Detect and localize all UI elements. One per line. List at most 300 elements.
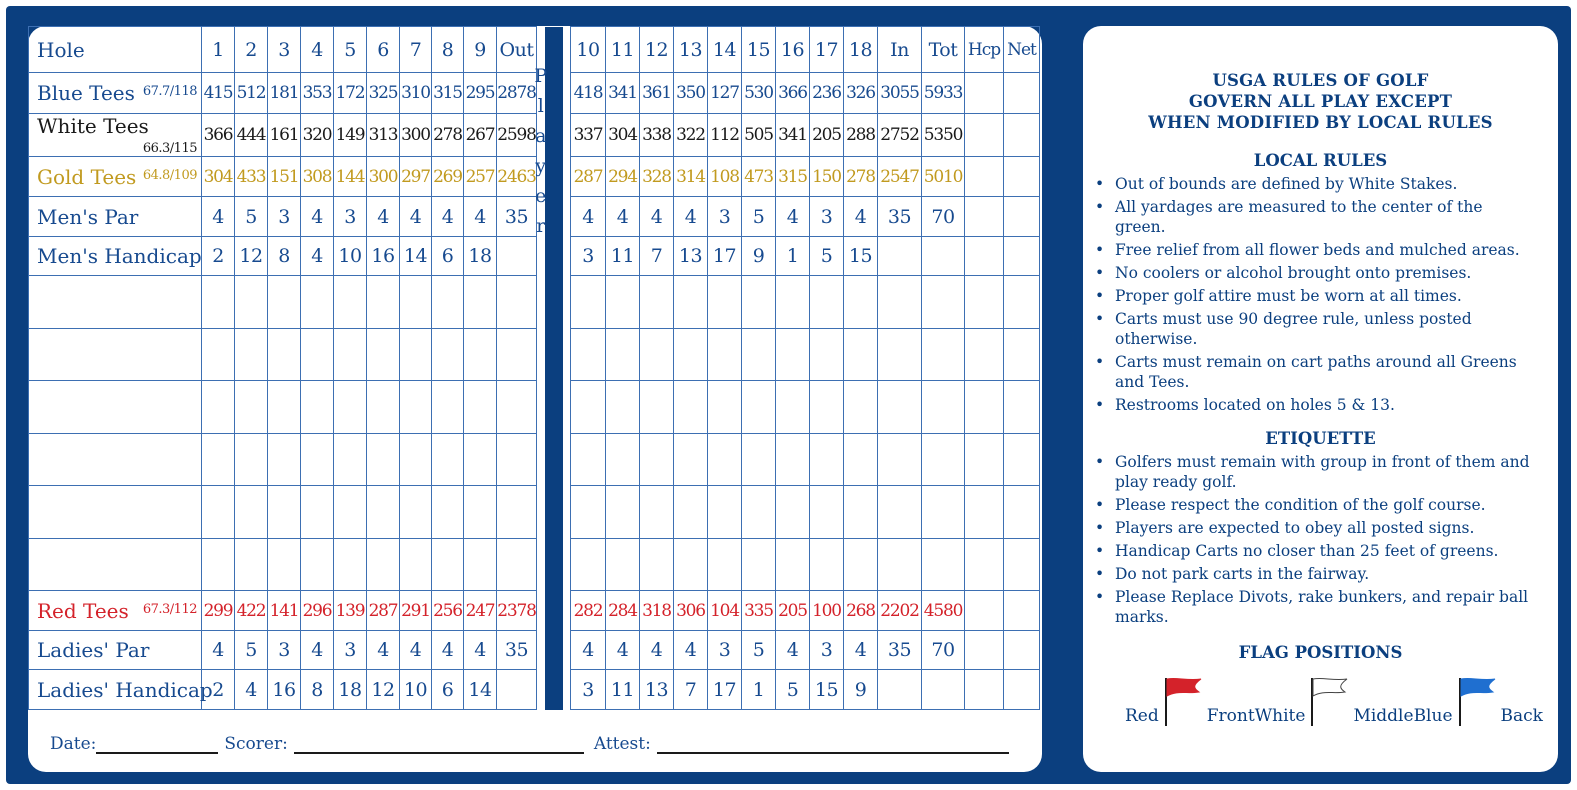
score-cell[interactable] (674, 276, 708, 329)
score-cell[interactable] (571, 486, 606, 539)
score-cell[interactable] (640, 539, 674, 591)
score-cell[interactable] (235, 329, 268, 381)
score-cell[interactable] (497, 539, 537, 591)
score-cell: 35 (878, 631, 922, 670)
score-cell: 284 (606, 591, 640, 631)
row-label (29, 631, 202, 670)
score-cell: 4 (464, 631, 497, 670)
score-cell[interactable] (301, 434, 334, 486)
score-cell: 308 (301, 157, 334, 197)
score-cell[interactable] (844, 486, 878, 539)
tee-row (29, 114, 1040, 157)
attest-label: Attest: (593, 734, 651, 754)
score-cell[interactable] (674, 434, 708, 486)
score-cell: 4 (640, 197, 674, 237)
score-cell: 205 (776, 591, 810, 631)
score-cell[interactable] (432, 539, 464, 591)
score-cell: 304 (202, 157, 235, 197)
row-label[interactable] (29, 381, 202, 434)
score-cell[interactable] (878, 486, 922, 539)
score-cell[interactable] (400, 381, 432, 434)
score-cell[interactable] (674, 539, 708, 591)
score-cell: 2547 (878, 157, 922, 197)
header-cell: 5 (334, 27, 367, 73)
score-cell[interactable] (965, 114, 1004, 157)
score-cell[interactable] (742, 539, 776, 591)
rule-item: • Restrooms located on holes 5 & 13. (1095, 395, 1538, 415)
score-cell[interactable] (776, 329, 810, 381)
score-cell[interactable] (400, 539, 432, 591)
header-cell: 2 (235, 27, 268, 73)
score-cell[interactable] (497, 329, 537, 381)
score-cell[interactable] (367, 486, 400, 539)
score-cell: 313 (367, 114, 400, 157)
score-cell[interactable] (202, 381, 235, 434)
row-label (29, 157, 202, 197)
score-cell[interactable] (268, 276, 301, 329)
score-cell: 4 (432, 631, 464, 670)
scorer-field[interactable] (294, 736, 584, 754)
flag-positions-title: FLAG POSITIONS (1238, 643, 1403, 662)
score-cell[interactable] (432, 486, 464, 539)
score-cell[interactable] (400, 329, 432, 381)
score-cell[interactable] (202, 486, 235, 539)
score-cell[interactable] (708, 486, 742, 539)
score-cell: 322 (674, 114, 708, 157)
score-cell: 318 (640, 591, 674, 631)
score-cell: 3 (708, 197, 742, 237)
score-cell[interactable] (1004, 539, 1040, 591)
score-cell[interactable] (268, 329, 301, 381)
score-cell[interactable] (844, 276, 878, 329)
score-cell[interactable] (810, 539, 844, 591)
score-cell[interactable] (922, 434, 965, 486)
etiquette-title: ETIQUETTE (1265, 429, 1376, 448)
row-label-text: Men's Par (37, 204, 139, 229)
score-cell (878, 237, 922, 276)
flag-icon (1163, 676, 1203, 726)
header-cell: Net (1004, 27, 1040, 73)
score-cell[interactable] (367, 329, 400, 381)
score-cell: 2598 (497, 114, 537, 157)
score-cell[interactable] (202, 329, 235, 381)
score-cell: 5933 (922, 73, 965, 114)
score-cell[interactable] (432, 381, 464, 434)
rules-panel (1083, 26, 1558, 772)
flag-position (1125, 676, 1255, 726)
scorecard-frame (6, 6, 1571, 784)
score-cell: 282 (571, 591, 606, 631)
score-cell: 4 (606, 197, 640, 237)
score-cell[interactable] (708, 434, 742, 486)
score-cell: 4 (432, 197, 464, 237)
score-cell[interactable] (606, 329, 640, 381)
score-cell[interactable] (497, 381, 537, 434)
etiquette-list (1083, 452, 1558, 627)
score-cell[interactable] (268, 486, 301, 539)
score-cell[interactable] (301, 329, 334, 381)
player-score-row (29, 276, 1040, 329)
score-cell[interactable] (334, 486, 367, 539)
score-cell: 127 (708, 73, 742, 114)
rule-item: • Players are expected to obey all posted signs. (1095, 518, 1538, 538)
score-cell[interactable] (810, 329, 844, 381)
score-cell: 139 (334, 591, 367, 631)
score-cell[interactable] (742, 276, 776, 329)
score-cell (497, 237, 537, 276)
score-cell[interactable] (1004, 157, 1040, 197)
score-cell[interactable] (640, 329, 674, 381)
player-letter: r (536, 214, 546, 237)
score-cell: 9 (844, 670, 878, 710)
score-cell[interactable] (1004, 329, 1040, 381)
score-cell[interactable] (464, 434, 497, 486)
score-cell[interactable] (674, 381, 708, 434)
score-cell: 70 (922, 197, 965, 237)
score-cell: 1 (776, 237, 810, 276)
score-cell[interactable] (497, 434, 537, 486)
rule-item: • Free relief from all flower beds and mulched areas. (1095, 240, 1538, 260)
score-cell[interactable] (202, 539, 235, 591)
score-cell[interactable] (571, 381, 606, 434)
score-cell: 294 (606, 157, 640, 197)
score-cell[interactable] (965, 73, 1004, 114)
score-cell: 18 (334, 670, 367, 710)
date-field[interactable] (96, 736, 218, 754)
score-cell[interactable] (965, 670, 1004, 710)
score-cell: 3 (268, 197, 301, 237)
player-label (534, 27, 548, 710)
flag-color-label: Red (1125, 706, 1159, 726)
score-cell: 8 (301, 670, 334, 710)
score-cell: 13 (674, 237, 708, 276)
course-rating: 64.8/109 (142, 167, 197, 183)
score-cell[interactable] (606, 434, 640, 486)
score-cell[interactable] (922, 381, 965, 434)
score-cell: 299 (202, 591, 235, 631)
rules-title (1083, 70, 1558, 133)
score-cell[interactable] (965, 157, 1004, 197)
score-cell[interactable] (464, 381, 497, 434)
player-score-row (29, 486, 1040, 539)
score-cell: 35 (878, 197, 922, 237)
score-cell: 350 (674, 73, 708, 114)
header-cell: 14 (708, 27, 742, 73)
score-cell[interactable] (235, 434, 268, 486)
score-cell[interactable] (464, 539, 497, 591)
row-label[interactable] (29, 276, 202, 329)
score-cell: 505 (742, 114, 776, 157)
score-cell: 341 (606, 73, 640, 114)
score-cell[interactable] (776, 276, 810, 329)
score-cell[interactable] (571, 276, 606, 329)
score-cell[interactable] (301, 486, 334, 539)
score-cell[interactable] (674, 329, 708, 381)
score-cell: 12 (367, 670, 400, 710)
score-cell[interactable] (301, 381, 334, 434)
score-cell: 144 (334, 157, 367, 197)
flag-position-label: Back (1500, 706, 1543, 726)
score-cell: 337 (571, 114, 606, 157)
score-cell: 14 (464, 670, 497, 710)
score-cell[interactable] (606, 539, 640, 591)
score-cell: 5 (810, 237, 844, 276)
score-cell[interactable] (810, 434, 844, 486)
score-cell[interactable] (810, 486, 844, 539)
attest-field[interactable] (657, 736, 1009, 754)
row-label[interactable] (29, 539, 202, 591)
score-cell[interactable] (606, 381, 640, 434)
score-cell[interactable] (674, 486, 708, 539)
score-cell[interactable] (400, 486, 432, 539)
score-cell[interactable] (742, 434, 776, 486)
score-cell[interactable] (878, 329, 922, 381)
score-cell[interactable] (708, 381, 742, 434)
score-cell: 314 (674, 157, 708, 197)
score-cell[interactable] (235, 381, 268, 434)
score-cell[interactable] (464, 276, 497, 329)
score-cell[interactable] (202, 276, 235, 329)
score-cell: 278 (432, 114, 464, 157)
rule-item: • All yardages are measured to the center of the green. (1095, 197, 1538, 237)
score-cell[interactable] (878, 539, 922, 591)
rules-title-line: WHEN MODIFIED BY LOCAL RULES (1148, 113, 1493, 132)
score-cell[interactable] (965, 591, 1004, 631)
score-cell[interactable] (367, 539, 400, 591)
score-cell[interactable] (1004, 381, 1040, 434)
score-cell[interactable] (334, 276, 367, 329)
score-cell[interactable] (268, 381, 301, 434)
score-cell: 16 (268, 670, 301, 710)
score-cell: 100 (810, 591, 844, 631)
score-cell[interactable] (400, 434, 432, 486)
score-cell[interactable] (708, 539, 742, 591)
score-cell: 181 (268, 73, 301, 114)
score-cell[interactable] (965, 197, 1004, 237)
score-cell[interactable] (922, 539, 965, 591)
score-cell: 4 (464, 197, 497, 237)
score-cell: 296 (301, 591, 334, 631)
score-cell: 366 (776, 73, 810, 114)
score-cell[interactable] (464, 329, 497, 381)
row-label[interactable] (29, 486, 202, 539)
score-cell[interactable] (878, 434, 922, 486)
score-cell[interactable] (235, 276, 268, 329)
score-cell[interactable] (1004, 73, 1040, 114)
player-score-row (29, 434, 1040, 486)
score-cell[interactable] (922, 329, 965, 381)
score-cell: 172 (334, 73, 367, 114)
score-cell[interactable] (1004, 486, 1040, 539)
score-cell: 4 (301, 197, 334, 237)
flag-position-label: Middle (1353, 706, 1414, 726)
score-cell: 7 (640, 237, 674, 276)
score-cell: 444 (235, 114, 268, 157)
tee-row (29, 670, 1040, 710)
score-cell[interactable] (235, 486, 268, 539)
row-label (29, 670, 213, 710)
score-cell[interactable] (432, 276, 464, 329)
score-cell: 320 (301, 114, 334, 157)
score-cell[interactable] (878, 381, 922, 434)
player-letter: l (537, 94, 544, 117)
score-cell[interactable] (1004, 434, 1040, 486)
score-cell: 361 (640, 73, 674, 114)
score-cell[interactable] (844, 381, 878, 434)
score-cell[interactable] (571, 539, 606, 591)
score-cell: 288 (844, 114, 878, 157)
score-cell[interactable] (464, 486, 497, 539)
score-cell[interactable] (1004, 197, 1040, 237)
score-cell[interactable] (776, 486, 810, 539)
flag-icon (1309, 676, 1349, 726)
score-cell[interactable] (497, 486, 537, 539)
score-cell[interactable] (640, 486, 674, 539)
score-cell[interactable] (708, 276, 742, 329)
score-cell: 338 (640, 114, 674, 157)
header-cell: In (878, 27, 922, 73)
score-cell[interactable] (742, 486, 776, 539)
score-cell[interactable] (922, 486, 965, 539)
score-cell[interactable] (334, 434, 367, 486)
score-cell[interactable] (965, 631, 1004, 670)
score-cell[interactable] (497, 276, 537, 329)
score-cell[interactable] (965, 276, 1004, 329)
score-cell: 13 (640, 670, 674, 710)
score-cell[interactable] (844, 434, 878, 486)
score-cell[interactable] (1004, 631, 1040, 670)
header-cell: 3 (268, 27, 301, 73)
score-cell: 3 (810, 197, 844, 237)
score-cell[interactable] (965, 237, 1004, 276)
score-cell[interactable] (640, 276, 674, 329)
score-cell[interactable] (334, 329, 367, 381)
score-cell: 3 (810, 631, 844, 670)
score-cell[interactable] (571, 329, 606, 381)
score-cell: 236 (810, 73, 844, 114)
row-label-text: Blue Tees (37, 81, 135, 105)
score-cell: 353 (301, 73, 334, 114)
score-cell[interactable] (776, 381, 810, 434)
score-cell[interactable] (640, 381, 674, 434)
score-cell[interactable] (367, 276, 400, 329)
score-cell: 4 (571, 197, 606, 237)
score-cell[interactable] (571, 434, 606, 486)
score-cell[interactable] (334, 539, 367, 591)
score-cell[interactable] (432, 434, 464, 486)
score-cell[interactable] (965, 329, 1004, 381)
score-cell: 3 (268, 631, 301, 670)
score-cell: 2752 (878, 114, 922, 157)
score-cell[interactable] (202, 434, 235, 486)
score-cell[interactable] (965, 434, 1004, 486)
score-cell: 150 (810, 157, 844, 197)
score-cell[interactable] (1004, 237, 1040, 276)
score-cell[interactable] (844, 329, 878, 381)
score-cell[interactable] (367, 381, 400, 434)
score-cell[interactable] (367, 434, 400, 486)
score-cell: 4 (301, 631, 334, 670)
score-cell[interactable] (301, 539, 334, 591)
score-cell[interactable] (334, 381, 367, 434)
header-row (29, 27, 1040, 73)
score-cell[interactable] (268, 539, 301, 591)
score-cell[interactable] (432, 329, 464, 381)
score-cell: 5 (742, 197, 776, 237)
score-cell: 287 (571, 157, 606, 197)
flag-position-label: Front (1206, 706, 1255, 726)
rule-item: • No coolers or alcohol brought onto premises. (1095, 263, 1538, 283)
score-cell: 3 (571, 237, 606, 276)
score-cell[interactable] (965, 381, 1004, 434)
score-cell: 112 (708, 114, 742, 157)
score-cell[interactable] (235, 539, 268, 591)
score-cell[interactable] (1004, 591, 1040, 631)
score-cell[interactable] (776, 434, 810, 486)
row-label-text: Gold Tees (37, 164, 137, 189)
row-label (29, 197, 202, 237)
score-cell[interactable] (810, 381, 844, 434)
score-cell: 310 (400, 73, 432, 114)
score-cell[interactable] (301, 276, 334, 329)
score-cell[interactable] (742, 381, 776, 434)
date-label: Date: (50, 734, 97, 754)
score-cell[interactable] (1004, 114, 1040, 157)
score-cell: 366 (202, 114, 235, 157)
score-cell[interactable] (1004, 670, 1040, 710)
score-cell[interactable] (922, 276, 965, 329)
score-cell[interactable] (844, 539, 878, 591)
row-label[interactable] (29, 434, 202, 486)
score-cell: 18 (464, 237, 497, 276)
score-cell: 418 (571, 73, 606, 114)
flag-color-label: White (1254, 706, 1306, 726)
score-cell[interactable] (776, 539, 810, 591)
score-cell[interactable] (742, 329, 776, 381)
score-cell: 5 (776, 670, 810, 710)
header-cell: 6 (367, 27, 400, 73)
score-cell: 300 (367, 157, 400, 197)
score-cell[interactable] (878, 276, 922, 329)
score-cell: 4 (844, 197, 878, 237)
score-cell: 256 (432, 591, 464, 631)
row-label[interactable] (29, 329, 202, 381)
score-cell[interactable] (810, 276, 844, 329)
score-cell[interactable] (606, 276, 640, 329)
score-cell: 149 (334, 114, 367, 157)
score-cell: 4 (844, 631, 878, 670)
score-cell[interactable] (708, 329, 742, 381)
score-cell: 306 (674, 591, 708, 631)
score-cell[interactable] (640, 434, 674, 486)
score-cell[interactable] (1004, 276, 1040, 329)
score-cell: 4 (571, 631, 606, 670)
course-rating: 67.7/118 (142, 84, 197, 99)
rule-item: • Proper golf attire must be worn at all times. (1095, 286, 1538, 306)
score-cell[interactable] (400, 276, 432, 329)
score-cell[interactable] (268, 434, 301, 486)
row-label (29, 591, 202, 631)
score-cell[interactable] (965, 486, 1004, 539)
score-cell[interactable] (606, 486, 640, 539)
score-cell: 328 (640, 157, 674, 197)
local-rules-title: LOCAL RULES (1253, 151, 1388, 170)
score-cell: 268 (844, 591, 878, 631)
score-cell: 4 (235, 670, 268, 710)
score-cell: 108 (708, 157, 742, 197)
score-cell[interactable] (965, 539, 1004, 591)
score-cell: 14 (400, 237, 432, 276)
